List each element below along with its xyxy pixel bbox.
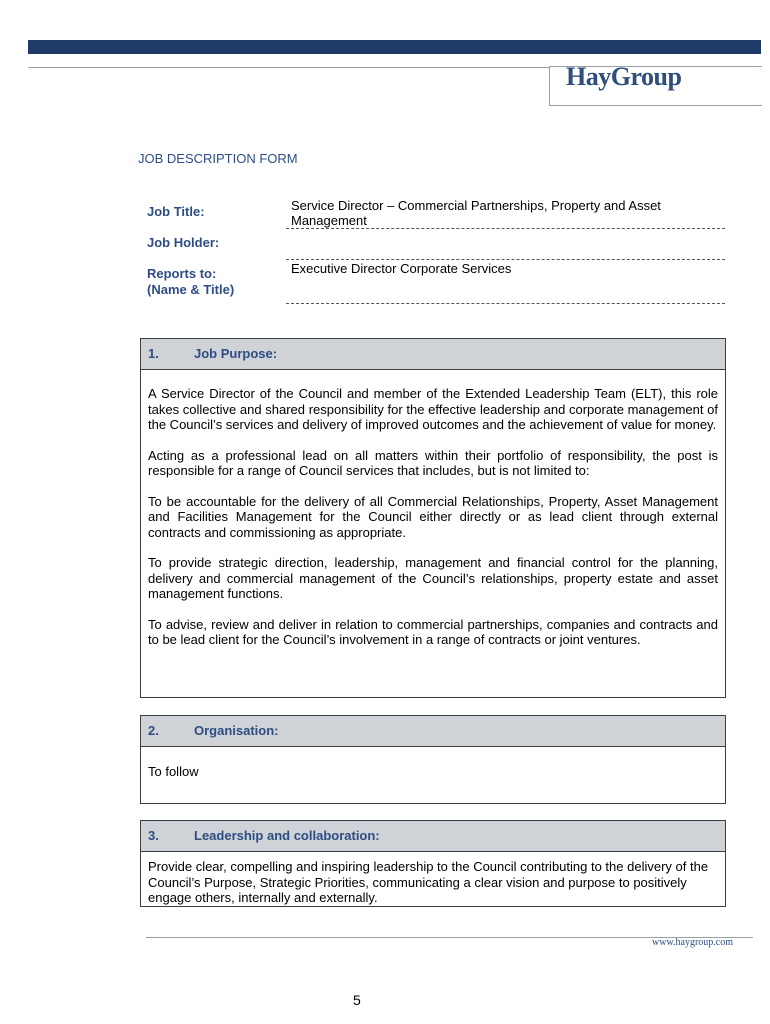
page-number: 5	[353, 992, 361, 1008]
footer-website[interactable]: www.haygroup.com	[652, 937, 734, 948]
job-title-label: Job Title:	[147, 204, 205, 219]
paragraph: To provide strategic direction, leadership, management and financial control for the planning, delivery and commercial management of the Council’s relationships, property estate and asset management functions.	[148, 555, 718, 601]
section-organisation	[140, 715, 726, 804]
section-number: 1.	[148, 346, 159, 361]
reports-to-value: Executive Director Corporate Services	[291, 261, 512, 276]
section-header	[141, 821, 725, 852]
haygroup-logo: HayGroup	[566, 62, 682, 91]
paragraph: To be accountable for the delivery of all Commercial Relationships, Property, Asset Management and Facilities Management for the Council either directly or as lead client through external contracts and commissioning as appropriate.	[148, 493, 718, 540]
job-title-underline	[286, 228, 725, 229]
job-title-value-line1: Service Director – Commercial Partnerships, Property and Asset	[291, 198, 661, 213]
section-title: Organisation:	[194, 723, 279, 738]
header-bar	[28, 40, 761, 54]
section-body	[141, 370, 725, 654]
reports-to-underline	[286, 303, 725, 304]
section-leadership	[140, 820, 726, 907]
form-title: JOB DESCRIPTION FORM	[138, 151, 298, 166]
reports-to-label-line1: Reports to:	[147, 266, 217, 281]
paragraph: To advise, review and deliver in relation to commercial partnerships, companies and contracts and to be lead client for the Council’s involvement in a range of contracts or joint ventures.	[148, 616, 718, 647]
section-header	[141, 716, 725, 747]
section-title: Job Purpose:	[194, 346, 278, 361]
paragraph: Provide clear, compelling and inspiring leadership to the Council contributing to the delivery of the Council’s Purpose, Strategic Priorities, communicating a clear vision and purpose to positively engage others, internally and externally.	[148, 859, 709, 905]
section-title: Leadership and collaboration:	[194, 828, 380, 843]
job-holder-label: Job Holder:	[147, 235, 220, 250]
job-title-value	[291, 198, 661, 228]
job-title-value-line2: Management	[291, 213, 367, 228]
reports-to-label	[147, 266, 234, 298]
paragraph: Acting as a professional lead on all matters within their portfolio of responsibility, the post is responsible for a range of Council services that includes, but is not limited to:	[148, 447, 718, 478]
section-body	[141, 747, 725, 786]
section-number: 3.	[148, 828, 159, 843]
reports-to-label-line2: (Name & Title)	[147, 282, 235, 297]
paragraph: To follow	[148, 764, 199, 779]
job-holder-underline	[286, 259, 725, 260]
section-header	[141, 339, 725, 370]
section-number: 2.	[148, 723, 159, 738]
header-divider	[28, 67, 550, 68]
section-job-purpose	[140, 338, 726, 698]
section-body	[141, 852, 725, 912]
paragraph: A Service Director of the Council and member of the Extended Leadership Team (ELT), this role takes collective and shared responsibility for the effective leadership and corporate management of the Council’s services and delivery of improved outcomes and the achievement of value for money.	[148, 386, 718, 432]
